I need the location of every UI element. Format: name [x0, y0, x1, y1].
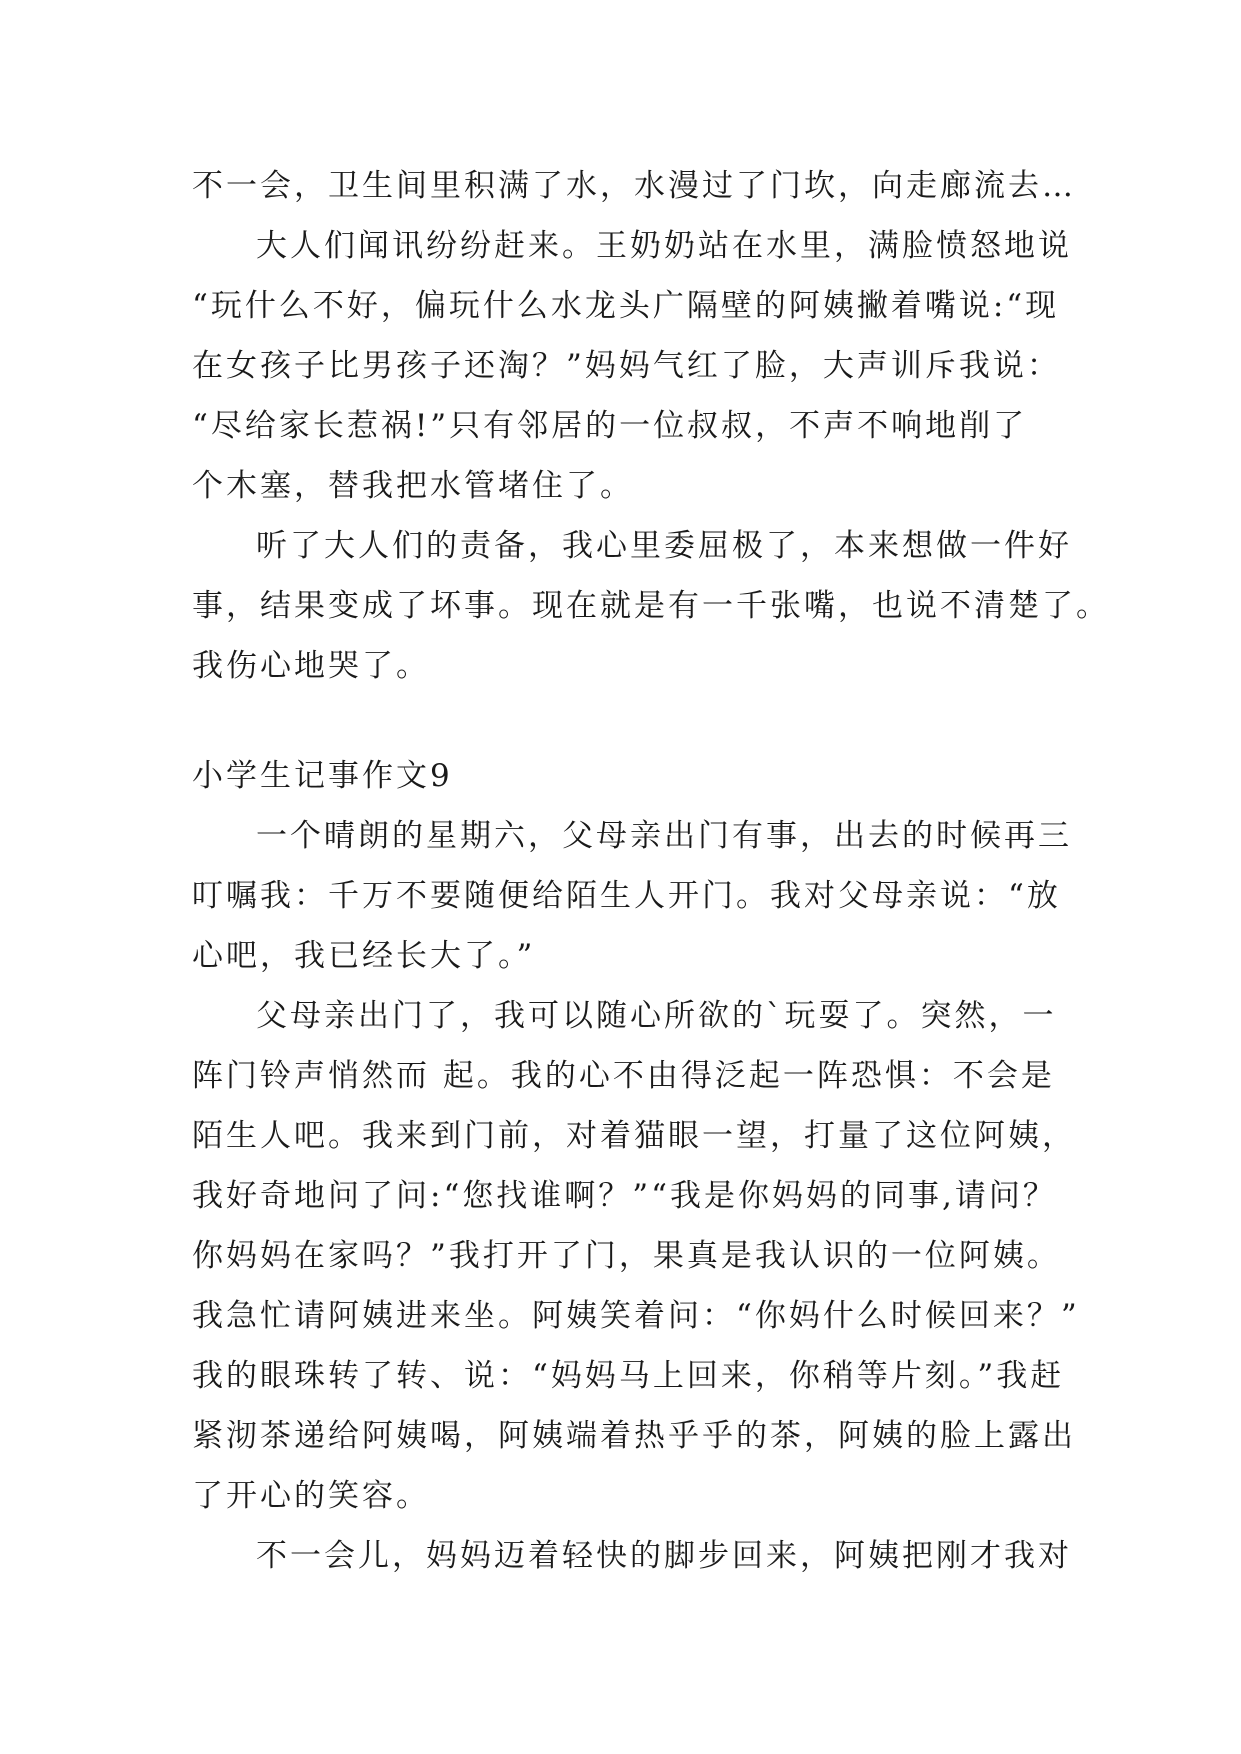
- text-line: 听了大人们的责备，我心里委屈极了，本来想做一件好: [256, 528, 1072, 564]
- text-line: 一个晴朗的星期六，父母亲出门有事，出去的时候再三: [256, 818, 1072, 854]
- text-line: 你妈妈在家吗？”我打开了门，果真是我认识的一位阿姨。: [192, 1238, 1061, 1274]
- text-line: 陌生人吧。我来到门前，对着猫眼一望，打量了这位阿姨，: [192, 1118, 1076, 1154]
- text-line: 在女孩子比男孩子还淘？”妈妈气红了脸，大声训斥我说：: [192, 348, 1061, 384]
- text-line: 大人们闻讯纷纷赶来。王奶奶站在水里，满脸愤怒地说: [256, 228, 1072, 264]
- section-title: 小学生记事作文9: [192, 758, 453, 794]
- text-line: “玩什么不好，偏玩什么水龙头广隔壁的阿姨撇着嘴说:“现: [192, 288, 1060, 324]
- text-line: 不一会，卫生间里积满了水，水漫过了门坎，向走廊流去…: [192, 168, 1076, 204]
- text-line: 个木塞，替我把水管堵住了。: [192, 468, 634, 504]
- text-line: 了开心的笑容。: [192, 1478, 430, 1514]
- text-line: 我的眼珠转了转、说：“妈妈马上回来，你稍等片刻。”我赶: [192, 1358, 1065, 1394]
- text-line: “尽给家长惹祸!”只有邻居的一位叔叔，不声不响地削了: [192, 408, 1028, 444]
- text-line: 事，结果变成了坏事。现在就是有一千张嘴，也说不清楚了。: [192, 588, 1110, 624]
- text-line: 心吧，我已经长大了。”: [192, 938, 536, 974]
- text-line: 我伤心地哭了。: [192, 648, 430, 684]
- text-line: 叮嘱我：千万不要随便给陌生人开门。我对父母亲说：“放: [192, 878, 1061, 914]
- text-line: 我急忙请阿姨进来坐。阿姨笑着问：“你妈什么时候回来？”: [192, 1298, 1080, 1334]
- text-line: 紧沏茶递给阿姨喝，阿姨端着热乎乎的茶，阿姨的脸上露出: [192, 1418, 1076, 1454]
- text-line: 我好奇地问了问:“您找谁啊？”“我是你妈妈的同事,请问？: [192, 1178, 1057, 1214]
- text-line: 阵门铃声悄然而 起。我的心不由得泛起一阵恐惧：不会是: [192, 1058, 1055, 1094]
- text-line: 不一会儿，妈妈迈着轻快的脚步回来，阿姨把刚才我对: [256, 1538, 1072, 1574]
- text-line: 父母亲出门了，我可以随心所欲的`玩耍了。突然，一: [256, 998, 1057, 1034]
